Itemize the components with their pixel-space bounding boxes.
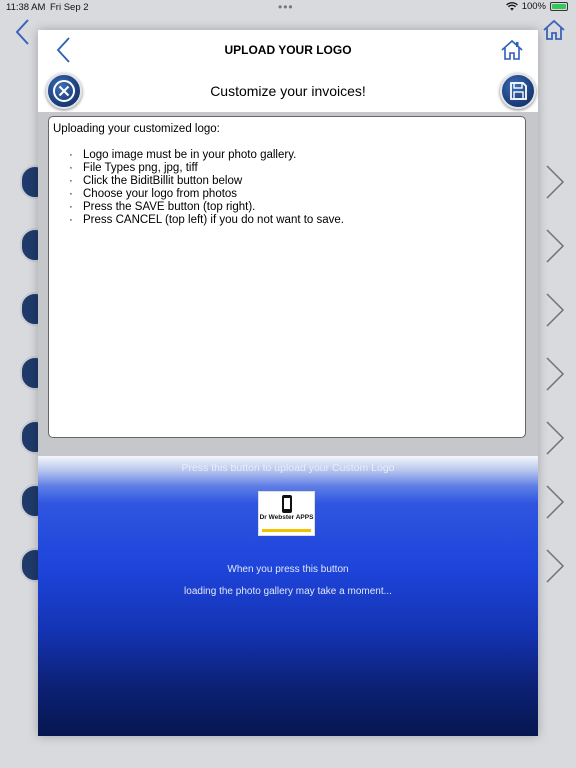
status-indicators <box>506 1 568 12</box>
upload-logo-modal <box>38 30 538 736</box>
modal-subbar <box>38 70 538 112</box>
chevron-right-icon <box>544 356 566 392</box>
phone-icon <box>282 495 292 513</box>
list-item: · Choose your logo from photos <box>67 188 521 201</box>
wifi-icon <box>506 2 518 11</box>
list-item: · File Types png, jpg, tiff <box>67 162 521 175</box>
chevron-right-icon <box>544 420 566 456</box>
instructions-panel <box>38 112 538 456</box>
upload-panel <box>38 456 538 736</box>
list-item: · Press CANCEL (top left) if you do not want to save. <box>67 214 521 227</box>
background-back-chevron-icon <box>14 18 30 46</box>
upload-instruction-label: Press this button to upload your Custom Logo <box>181 462 395 474</box>
list-item: · Click the BiditBillit button below <box>67 175 521 188</box>
logo-accent-strip <box>262 529 311 532</box>
subtitle: Customize your invoices! <box>210 83 366 99</box>
logo-text: Dr Webster APPS <box>259 514 314 521</box>
status-time: 11:38 AM <box>6 2 46 13</box>
list-item: · Press the SAVE button (top right). <box>67 201 521 214</box>
instructions-heading: Uploading your customized logo: <box>53 123 220 135</box>
chevron-right-icon <box>544 484 566 520</box>
list-item: · Logo image must be in your photo gallery. <box>67 149 521 162</box>
home-icon[interactable] <box>500 38 524 62</box>
upload-note-line-1: When you press this button <box>227 564 349 575</box>
modal-header <box>38 30 538 70</box>
status-date: Fri Sep 2 <box>50 2 89 13</box>
chevron-right-icon <box>544 548 566 584</box>
upload-logo-button[interactable] <box>258 491 315 536</box>
save-button[interactable] <box>500 73 536 109</box>
chevron-right-icon <box>544 164 566 200</box>
instructions-list <box>53 149 521 227</box>
instructions-text-box[interactable] <box>48 116 526 438</box>
floppy-disk-icon <box>502 75 534 107</box>
chevron-right-icon <box>544 228 566 264</box>
status-bar <box>0 0 576 16</box>
battery-icon <box>550 2 568 11</box>
chevron-right-icon <box>544 292 566 328</box>
upload-note-line-2: loading the photo gallery may take a moment... <box>184 586 392 597</box>
background-home-icon <box>542 18 566 42</box>
battery-percent: 100% <box>521 1 546 12</box>
multitasking-dots-icon[interactable]: ••• <box>278 0 294 14</box>
page-title: UPLOAD YOUR LOGO <box>224 43 352 57</box>
